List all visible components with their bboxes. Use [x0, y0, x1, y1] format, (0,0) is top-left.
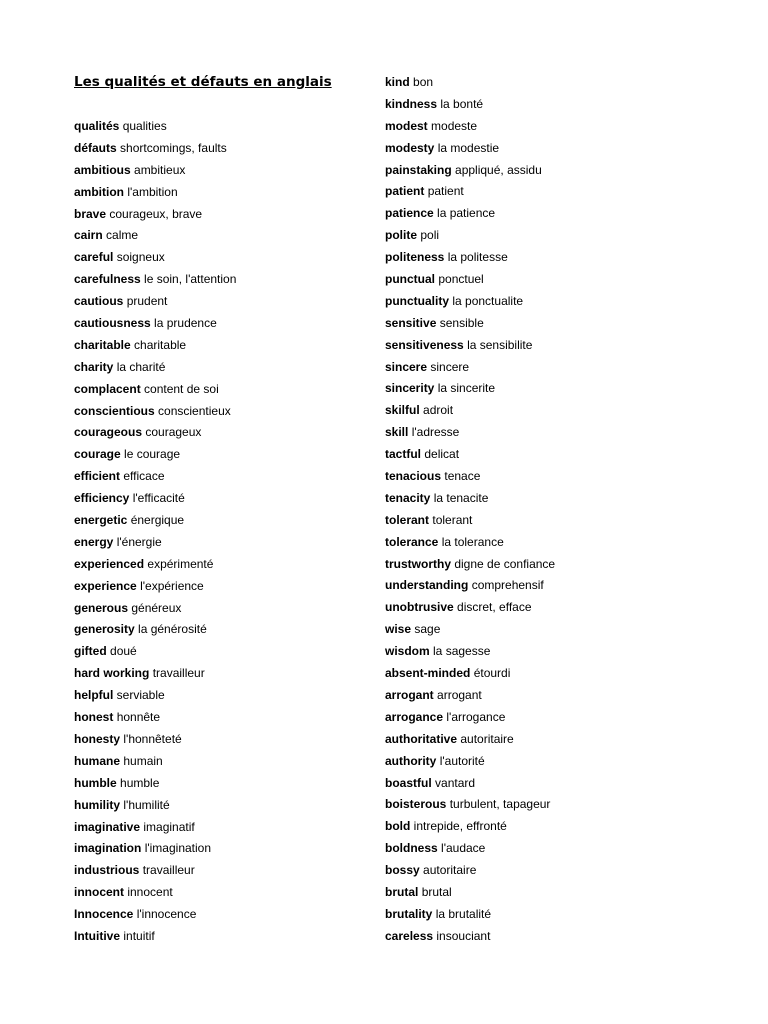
vocab-term: ambition — [74, 184, 124, 199]
vocab-translation: intrepide, effronté — [413, 819, 507, 834]
vocab-translation: la prudence — [154, 316, 217, 331]
vocab-entry — [385, 422, 555, 444]
vocab-translation: courageux, brave — [109, 206, 203, 221]
vocab-translation: insouciant — [436, 928, 491, 943]
vocab-term: skill — [385, 425, 409, 440]
vocab-term: honest — [74, 710, 114, 725]
vocab-translation: l'imagination — [144, 841, 212, 856]
vocab-entry — [74, 357, 236, 379]
vocab-term: sincere — [385, 359, 428, 374]
vocab-term: honesty — [74, 731, 121, 746]
vocab-term: efficiency — [74, 491, 130, 506]
vocab-term: punctual — [385, 272, 435, 287]
vocab-entry — [385, 94, 555, 116]
vocab-translation: serviable — [116, 688, 165, 703]
vocab-entry — [385, 72, 555, 94]
vocab-translation: courageux — [145, 425, 202, 440]
vocab-term: authority — [385, 753, 437, 768]
vocab-translation: la tolerance — [441, 534, 504, 549]
vocab-entry — [74, 116, 236, 138]
vocab-translation: la tenacite — [433, 490, 489, 505]
vocab-entry — [385, 160, 555, 182]
vocab-translation: le courage — [124, 447, 181, 462]
vocab-translation: humain — [123, 753, 163, 768]
vocab-translation: travailleur — [152, 666, 205, 681]
vocab-term: tolerance — [385, 534, 439, 549]
vocab-translation: efficace — [123, 469, 165, 484]
vocab-term: unobtrusive — [385, 600, 454, 615]
vocab-translation: la ponctualite — [452, 293, 524, 308]
vocab-translation: l'audace — [441, 841, 486, 856]
vocab-translation: l'adresse — [411, 425, 460, 440]
vocab-entry — [385, 203, 555, 225]
vocab-translation: l'humilité — [123, 797, 170, 812]
vocab-term: helpful — [74, 688, 114, 703]
vocab-entry — [74, 707, 236, 729]
vocab-entry — [385, 597, 555, 619]
vocab-entry — [385, 269, 555, 291]
vocab-term: energetic — [74, 513, 128, 528]
vocab-term: qualités — [74, 119, 120, 133]
vocab-term: cautious — [74, 294, 124, 309]
vocab-term: imagination — [74, 841, 142, 856]
vocab-entry — [385, 575, 555, 597]
vocab-term: courageous — [74, 425, 143, 440]
vocab-term: brutality — [385, 906, 433, 921]
vocab-term: painstaking — [385, 162, 452, 177]
vocab-term: kindness — [385, 96, 438, 111]
vocab-entry — [385, 794, 555, 816]
vocab-entry — [74, 817, 236, 839]
vocab-term: brave — [74, 206, 107, 221]
vocab-term: careless — [385, 928, 434, 943]
left-vocabulary-column — [74, 116, 236, 948]
vocab-term: efficient — [74, 469, 121, 484]
vocab-translation: l'expérience — [140, 578, 204, 593]
vocab-translation: l'ambition — [127, 184, 178, 199]
vocab-entry — [74, 729, 236, 751]
vocab-term: experienced — [74, 556, 145, 571]
vocab-translation: autoritaire — [460, 731, 514, 746]
vocab-translation: vantard — [435, 775, 476, 790]
vocab-entry — [74, 313, 236, 335]
vocab-translation: expérimenté — [147, 556, 214, 571]
vocab-entry — [385, 816, 555, 838]
vocab-term: innocent — [74, 885, 124, 900]
vocab-entry — [74, 882, 236, 904]
vocab-translation: conscientieux — [158, 403, 231, 418]
vocab-term: politeness — [385, 250, 445, 265]
vocab-entry — [385, 466, 555, 488]
vocab-entry — [385, 729, 555, 751]
vocab-translation: ponctuel — [438, 272, 484, 287]
vocab-entry — [74, 838, 236, 860]
vocab-entry — [74, 138, 236, 160]
vocab-term: cautiousness — [74, 316, 151, 331]
vocab-entry — [385, 225, 555, 247]
vocab-translation: ambitieux — [134, 162, 186, 177]
vocab-entry — [74, 247, 236, 269]
vocab-translation: étourdi — [473, 666, 511, 681]
vocab-term: imaginative — [74, 819, 141, 834]
vocab-term: modest — [385, 118, 428, 133]
vocab-term: humility — [74, 797, 121, 812]
vocab-entry — [385, 247, 555, 269]
vocab-translation: soigneux — [116, 250, 165, 265]
vocab-entry — [385, 488, 555, 510]
vocab-term: boisterous — [385, 797, 447, 812]
vocab-term: tenacity — [385, 490, 431, 505]
vocab-term: cairn — [74, 228, 103, 243]
vocab-translation: sensible — [439, 315, 484, 330]
vocab-translation: l'arrogance — [446, 709, 506, 724]
vocab-entry — [74, 598, 236, 620]
vocab-entry — [385, 882, 555, 904]
vocab-term: carefulness — [74, 272, 141, 287]
vocab-entry — [385, 926, 555, 948]
vocab-entry — [74, 335, 236, 357]
vocab-term: careful — [74, 250, 114, 265]
vocab-term: tenacious — [385, 469, 442, 484]
vocab-translation: la brutalité — [435, 906, 492, 921]
vocab-entry — [74, 860, 236, 882]
vocab-term: hard working — [74, 666, 150, 681]
vocab-entry — [74, 554, 236, 576]
vocab-term: industrious — [74, 863, 140, 878]
vocab-term: polite — [385, 228, 417, 243]
vocab-entry — [385, 773, 555, 795]
vocab-translation: l'autorité — [439, 753, 485, 768]
vocab-translation: la sincerite — [437, 381, 496, 396]
vocab-term: authoritative — [385, 731, 458, 746]
vocab-entry — [74, 291, 236, 313]
vocab-translation: honnête — [116, 710, 161, 725]
vocab-translation: shortcomings, faults — [120, 140, 227, 155]
vocab-entry — [385, 860, 555, 882]
vocab-entry — [74, 619, 236, 641]
vocab-entry — [74, 773, 236, 795]
vocab-translation: l'efficacité — [132, 491, 185, 506]
vocab-entry — [74, 379, 236, 401]
vocab-term: humane — [74, 753, 121, 768]
vocab-term: arrogant — [385, 687, 434, 702]
vocab-entry — [74, 641, 236, 663]
vocab-translation: turbulent, tapageur — [449, 797, 551, 812]
vocab-translation: l'énergie — [116, 534, 162, 549]
vocab-translation: calme — [106, 228, 139, 243]
vocab-entry — [385, 685, 555, 707]
vocab-entry — [385, 751, 555, 773]
vocab-term: skilful — [385, 403, 420, 418]
vocab-term: bossy — [385, 863, 420, 878]
vocab-entry — [74, 904, 236, 926]
vocab-translation: la sagesse — [433, 644, 491, 659]
vocab-entry — [74, 685, 236, 707]
vocab-entry — [385, 444, 555, 466]
vocab-translation: la sensibilite — [467, 337, 533, 352]
vocab-entry — [74, 269, 236, 291]
vocab-entry — [74, 466, 236, 488]
vocab-translation: imaginatif — [143, 819, 195, 834]
vocab-entry — [74, 422, 236, 444]
vocab-entry — [74, 795, 236, 817]
vocab-entry — [74, 204, 236, 226]
vocab-term: sincerity — [385, 381, 435, 396]
vocab-term: brutal — [385, 884, 419, 899]
vocab-term: courage — [74, 447, 121, 462]
vocab-term: wise — [385, 622, 412, 637]
vocab-term: arrogance — [385, 709, 444, 724]
vocab-term: wisdom — [385, 644, 430, 659]
vocab-term: understanding — [385, 578, 469, 593]
vocab-term: ambitious — [74, 162, 131, 177]
vocab-translation: arrogant — [437, 687, 482, 702]
vocab-term: generous — [74, 600, 129, 615]
vocab-entry — [385, 707, 555, 729]
vocab-entry — [74, 160, 236, 182]
vocab-term: gifted — [74, 644, 107, 659]
vocab-entry — [385, 116, 555, 138]
vocab-translation: l'innocence — [136, 907, 197, 922]
vocab-term: conscientious — [74, 403, 155, 418]
vocab-entry — [385, 400, 555, 422]
vocab-translation: prudent — [126, 294, 168, 309]
vocab-translation: l'honnêteté — [123, 731, 182, 746]
vocab-term: punctuality — [385, 293, 450, 308]
vocab-entry — [74, 576, 236, 598]
vocab-entry — [385, 532, 555, 554]
vocab-entry — [385, 663, 555, 685]
vocab-entry — [74, 532, 236, 554]
vocab-translation: poli — [420, 228, 440, 243]
vocab-translation: la patience — [437, 206, 496, 221]
vocab-entry — [385, 904, 555, 926]
vocab-translation: humble — [120, 775, 160, 790]
vocab-translation: la politesse — [447, 250, 508, 265]
vocab-translation: adroit — [423, 403, 454, 418]
vocab-term: Innocence — [74, 907, 134, 922]
vocab-term: kind — [385, 75, 410, 89]
vocab-entry — [385, 641, 555, 663]
vocab-translation: innocent — [127, 885, 173, 900]
vocab-term: trustworthy — [385, 556, 451, 571]
vocab-entry — [74, 926, 236, 948]
vocab-entry — [385, 510, 555, 532]
vocab-entry — [385, 554, 555, 576]
vocab-term: défauts — [74, 140, 117, 155]
vocab-entry — [385, 838, 555, 860]
vocab-term: boldness — [385, 841, 438, 856]
vocab-entry — [385, 291, 555, 313]
vocab-term: Intuitive — [74, 928, 121, 943]
vocab-translation: la générosité — [138, 622, 207, 637]
vocab-translation: la modestie — [437, 140, 500, 155]
vocab-entry — [385, 313, 555, 335]
vocab-translation: comprehensif — [471, 578, 544, 593]
vocab-entry — [385, 335, 555, 357]
vocab-translation: tenace — [444, 469, 481, 484]
vocab-term: humble — [74, 775, 117, 790]
vocab-translation: modeste — [431, 118, 478, 133]
vocab-translation: intuitif — [123, 928, 155, 943]
vocab-translation: qualities — [122, 119, 167, 133]
right-vocabulary-column — [385, 72, 555, 948]
vocab-term: complacent — [74, 381, 141, 396]
vocab-entry — [385, 378, 555, 400]
vocab-term: tactful — [385, 447, 421, 462]
vocab-entry — [74, 444, 236, 466]
vocab-term: sensitiveness — [385, 337, 464, 352]
vocab-translation: la bonté — [440, 96, 484, 111]
vocab-entry — [74, 401, 236, 423]
vocab-term: modesty — [385, 140, 435, 155]
vocab-entry — [385, 357, 555, 379]
vocab-term: patience — [385, 206, 434, 221]
vocab-translation: sage — [414, 622, 441, 637]
vocab-term: tolerant — [385, 512, 430, 527]
vocab-entry — [74, 225, 236, 247]
vocab-translation: delicat — [424, 447, 460, 462]
vocab-entry — [385, 181, 555, 203]
vocab-term: sensitive — [385, 315, 437, 330]
vocab-translation: tolerant — [432, 512, 473, 527]
vocab-term: experience — [74, 578, 137, 593]
vocab-term: charitable — [74, 337, 131, 352]
vocab-term: generosity — [74, 622, 135, 637]
vocab-term: absent-minded — [385, 666, 471, 681]
vocab-term: boastful — [385, 775, 432, 790]
vocab-entry — [74, 182, 236, 204]
vocab-translation: autoritaire — [423, 863, 477, 878]
vocab-translation: patient — [427, 184, 464, 199]
vocab-term: energy — [74, 534, 114, 549]
vocab-translation: énergique — [130, 513, 185, 528]
vocab-term: charity — [74, 359, 114, 374]
vocab-entry — [74, 751, 236, 773]
vocab-translation: généreux — [131, 600, 182, 615]
vocab-term: bold — [385, 819, 411, 834]
vocab-translation: digne de confiance — [454, 556, 556, 571]
vocab-translation: travailleur — [142, 863, 195, 878]
vocab-translation: sincere — [430, 359, 470, 374]
vocab-translation: brutal — [421, 884, 452, 899]
vocab-entry — [74, 510, 236, 532]
vocab-translation: doué — [110, 644, 137, 659]
vocab-translation: appliqué, assidu — [455, 162, 542, 177]
vocab-entry — [385, 138, 555, 160]
vocab-translation: content de soi — [144, 381, 219, 396]
vocab-entry — [385, 619, 555, 641]
vocab-entry — [74, 488, 236, 510]
vocab-entry — [74, 663, 236, 685]
vocab-translation: charitable — [134, 337, 187, 352]
document-title: Les qualités et défauts en anglais — [74, 74, 332, 90]
vocab-term: patient — [385, 184, 425, 199]
vocab-translation: discret, efface — [457, 600, 532, 615]
vocab-translation: bon — [413, 75, 434, 89]
vocab-translation: le soin, l'attention — [144, 272, 237, 287]
vocab-translation: la charité — [116, 359, 166, 374]
